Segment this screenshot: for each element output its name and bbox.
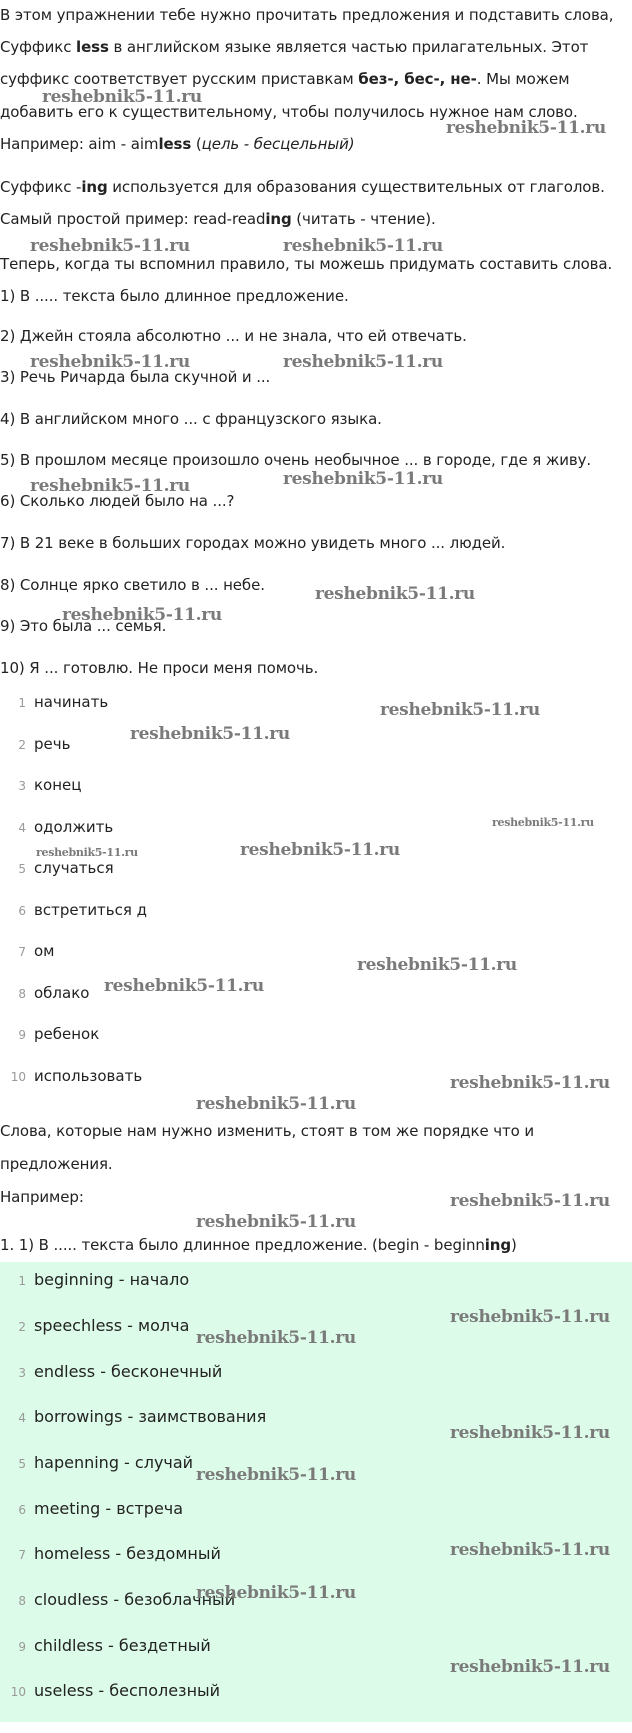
intro-line-1: В этом упражнении тебе нужно прочитать предложения и подставить слова, [0,6,614,24]
sentence-2: 2) Джейн стояла абсолютно ... и не знала, что ей отвечать. [0,327,467,345]
answer-item: speechless - молча [34,1316,190,1335]
word-item: начинать [34,693,109,711]
watermark: reshebnik5-11.ru [380,700,540,720]
answer-number: 6 [18,1503,26,1517]
word-item: встретиться д [34,901,148,919]
answer-number: 1 [18,1274,26,1288]
word-number: 5 [18,862,26,876]
answer-number: 2 [18,1320,26,1334]
outro-line-3: Например: [0,1188,84,1206]
sentence-10: 10) Я ... готовлю. Не проси меня помочь. [0,659,319,677]
word-number: 1 [18,696,26,710]
answer-number: 7 [18,1548,26,1562]
word-item: ом [34,942,55,960]
word-item: речь [34,735,71,753]
watermark: reshebnik5-11.ru [30,476,190,496]
answer-number: 5 [18,1457,26,1471]
sentence-8: 8) Солнце ярко светило в ... небе. [0,576,265,594]
word-number: 10 [10,1070,26,1084]
word-item: конец [34,776,82,794]
answer-number: 4 [18,1411,26,1425]
example-line: 1. 1) В ..... текста было длинное предложение. (begin - beginning) [0,1236,517,1254]
watermark: reshebnik5-11.ru [196,1328,356,1348]
word-item: случаться [34,859,114,877]
sentence-4: 4) В английском много ... с французского языка. [0,410,382,428]
watermark: reshebnik5-11.ru [130,724,290,744]
watermark: reshebnik5-11.ru [30,236,190,256]
watermark: reshebnik5-11.ru [196,1465,356,1485]
watermark: reshebnik5-11.ru [357,955,517,975]
watermark: reshebnik5-11.ru [450,1423,610,1443]
answer-number: 9 [18,1640,26,1654]
intro-line-2: Суффикс less в английском языке является частью прилагательных. Этот [0,38,589,56]
watermark: reshebnik5-11.ru [196,1094,356,1114]
word-number: 4 [18,821,26,835]
sentence-5: 5) В прошлом месяце произошло очень необычное ... в городе, где я живу. [0,451,592,469]
intro-line-5: Например: aim - aimless (цель - бесцельный) [0,135,355,153]
sentence-1: 1) В ..... текста было длинное предложение. [0,287,349,305]
answer-item: beginning - начало [34,1270,190,1289]
watermark: reshebnik5-11.ru [283,469,443,489]
watermark: reshebnik5-11.ru [450,1657,610,1677]
outro-line-2: предложения. [0,1155,113,1173]
watermark: reshebnik5-11.ru [196,1212,356,1232]
intro-line-8: Теперь, когда ты вспомнил правило, ты можешь придумать составить слова. [0,255,613,273]
answer-number: 3 [18,1366,26,1380]
sentence-3: 3) Речь Ричарда была скучной и ... [0,368,271,386]
watermark: reshebnik5-11.ru [196,1583,356,1603]
intro-line-4: добавить его к существительному, чтобы получилось нужное нам слово. [0,103,578,121]
watermark: reshebnik5-11.ru [446,118,606,138]
answer-number: 8 [18,1594,26,1608]
watermark: reshebnik5-11.ru [492,816,594,829]
word-item: одолжить [34,818,114,836]
watermark: reshebnik5-11.ru [240,840,400,860]
sentence-7: 7) В 21 веке в больших городах можно увидеть много ... людей. [0,534,506,552]
answer-number: 10 [10,1685,26,1699]
word-item: ребенок [34,1025,100,1043]
intro-line-6: Суффикс -ing используется для образования существительных от глаголов. [0,178,605,196]
word-number: 3 [18,779,26,793]
intro-line-3: суффикс соответствует русским приставкам без-, бес-, не-. Мы можем [0,70,570,88]
watermark: reshebnik5-11.ru [283,352,443,372]
intro-line-7: Самый простой пример: read-reading (читать - чтение). [0,210,436,228]
answer-item: homeless - бездомный [34,1544,221,1563]
watermark: reshebnik5-11.ru [450,1191,610,1211]
word-item: использовать [34,1067,143,1085]
word-number: 7 [18,945,26,959]
word-number: 2 [18,738,26,752]
watermark: reshebnik5-11.ru [450,1540,610,1560]
word-number: 8 [18,987,26,1001]
answer-item: meeting - встреча [34,1499,184,1518]
watermark: reshebnik5-11.ru [450,1307,610,1327]
sentence-6: 6) Сколько людей было на ...? [0,492,235,510]
answer-item: useless - бесполезный [34,1681,221,1700]
sentence-9: 9) Это была ... семья. [0,617,167,635]
watermark: reshebnik5-11.ru [450,1073,610,1093]
word-number: 6 [18,904,26,918]
answer-item: childless - бездетный [34,1636,211,1655]
watermark: reshebnik5-11.ru [30,352,190,372]
answer-item: hapenning - случай [34,1453,194,1472]
watermark: reshebnik5-11.ru [36,846,138,859]
watermark: reshebnik5-11.ru [104,976,264,996]
word-number: 9 [18,1028,26,1042]
answer-item: cloudless - безоблачный [34,1590,236,1609]
watermark: reshebnik5-11.ru [315,584,475,604]
answer-item: borrowings - заимствования [34,1407,267,1426]
watermark: reshebnik5-11.ru [283,236,443,256]
watermark: reshebnik5-11.ru [42,87,202,107]
word-item: облако [34,984,90,1002]
outro-line-1: Слова, которые нам нужно изменить, стоят в том же порядке что и [0,1122,535,1140]
answer-item: endless - бесконечный [34,1362,223,1381]
watermark: reshebnik5-11.ru [62,605,222,625]
